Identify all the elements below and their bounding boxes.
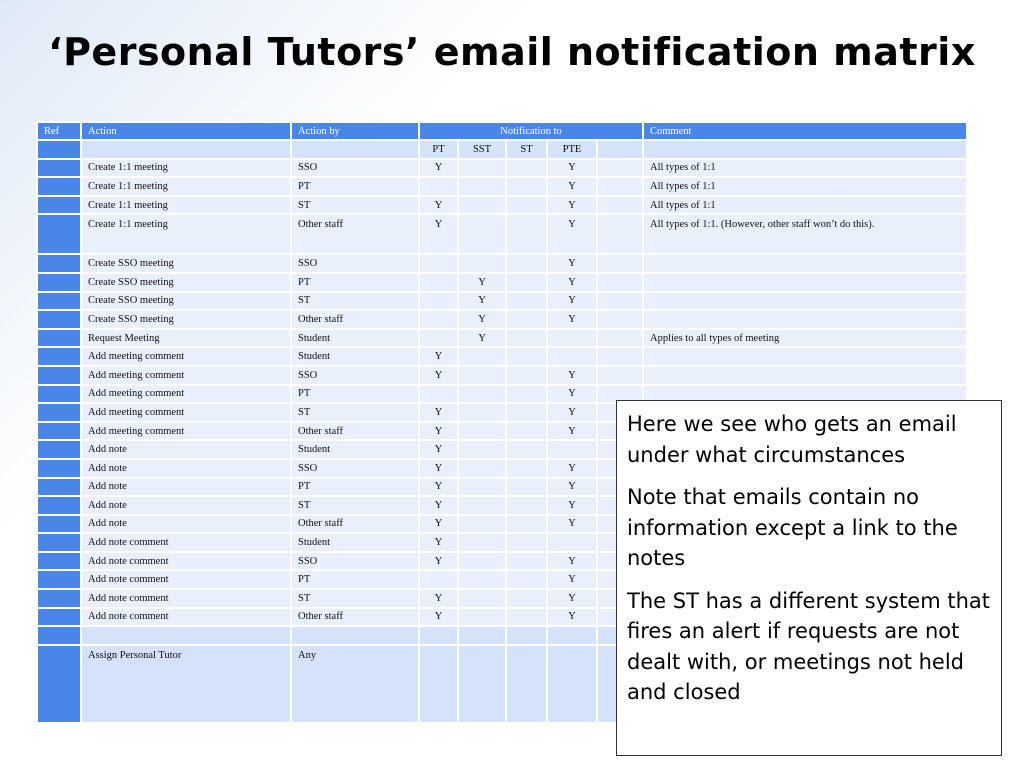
cell-sst: Y	[458, 310, 506, 329]
cell-comment	[643, 273, 967, 292]
cell-pt	[419, 385, 458, 404]
cell-pte	[547, 645, 597, 723]
cell-action: Add note	[81, 496, 291, 515]
cell-action-by: SSO	[291, 459, 419, 478]
table-row	[37, 214, 967, 254]
cell-st	[506, 385, 547, 404]
cell-action: Add note comment	[81, 552, 291, 571]
cell-action-by: Other staff	[291, 515, 419, 534]
cell-st	[506, 214, 547, 254]
cell-pte: Y	[547, 422, 597, 441]
cell-ref	[37, 273, 81, 292]
cell-pt	[419, 570, 458, 589]
cell-comment: Applies to all types of meeting	[643, 329, 967, 348]
header-action: Action	[81, 122, 291, 140]
cell-pte: Y	[547, 196, 597, 215]
cell-st	[506, 422, 547, 441]
cell-action: Add note	[81, 440, 291, 459]
cell-action-by: PT	[291, 273, 419, 292]
cell-sst: Y	[458, 292, 506, 311]
cell-extra	[597, 347, 643, 366]
cell-action: Add meeting comment	[81, 366, 291, 385]
cell-sst	[458, 254, 506, 273]
table-row	[37, 329, 967, 348]
cell-action-by: PT	[291, 478, 419, 497]
cell-action: Create 1:1 meeting	[81, 214, 291, 254]
cell-st	[506, 626, 547, 645]
cell-pte: Y	[547, 496, 597, 515]
cell-action-by: ST	[291, 292, 419, 311]
cell-ref	[37, 589, 81, 608]
cell-sst: Y	[458, 273, 506, 292]
cell-st	[506, 329, 547, 348]
cell-sst	[458, 608, 506, 627]
cell-comment	[643, 310, 967, 329]
cell-sst	[458, 214, 506, 254]
cell-st	[506, 254, 547, 273]
table-row	[37, 254, 967, 273]
cell-pte: Y	[547, 608, 597, 627]
cell-pte	[547, 533, 597, 552]
cell-st	[506, 403, 547, 422]
cell-ref	[37, 214, 81, 254]
cell-sst	[458, 478, 506, 497]
cell-action: Add note comment	[81, 533, 291, 552]
cell-action: Create 1:1 meeting	[81, 196, 291, 215]
cell-st	[506, 608, 547, 627]
cell-pte: Y	[547, 478, 597, 497]
cell-action: Add meeting comment	[81, 385, 291, 404]
cell-action: Request Meeting	[81, 329, 291, 348]
cell-ref	[37, 347, 81, 366]
subheader-pt: PT	[419, 140, 458, 159]
cell-action-by: ST	[291, 196, 419, 215]
cell-action-by: Other staff	[291, 214, 419, 254]
cell-pt	[419, 177, 458, 196]
cell-pt	[419, 645, 458, 723]
cell-action: Add note	[81, 459, 291, 478]
cell-st	[506, 177, 547, 196]
cell-action-by: Other staff	[291, 422, 419, 441]
cell-ref	[37, 459, 81, 478]
cell-pte	[547, 626, 597, 645]
cell-extra	[597, 273, 643, 292]
cell-st	[506, 159, 547, 178]
cell-action-by: Student	[291, 440, 419, 459]
table-row	[37, 366, 967, 385]
cell-ref	[37, 403, 81, 422]
cell-pt: Y	[419, 440, 458, 459]
cell-pt	[419, 292, 458, 311]
cell-pt	[419, 329, 458, 348]
cell-action: Add note comment	[81, 570, 291, 589]
table-row	[37, 159, 967, 178]
cell-pt	[419, 310, 458, 329]
cell-action-by: Student	[291, 329, 419, 348]
cell-extra	[597, 254, 643, 273]
header-comment: Comment	[643, 122, 967, 140]
cell-sst: Y	[458, 329, 506, 348]
cell-ref	[37, 196, 81, 215]
cell-pte: Y	[547, 310, 597, 329]
callout-paragraph: The ST has a different system that fires an alert if requests are not dealt with, or meetings not held and closed	[627, 588, 991, 704]
cell-sst	[458, 589, 506, 608]
cell-pt: Y	[419, 552, 458, 571]
cell-ref	[37, 626, 81, 645]
cell-action: Add meeting comment	[81, 347, 291, 366]
cell-extra	[597, 196, 643, 215]
cell-ref	[37, 177, 81, 196]
cell-action: Create SSO meeting	[81, 310, 291, 329]
cell-pt	[419, 626, 458, 645]
table-header-row	[37, 122, 967, 140]
cell-pt	[419, 254, 458, 273]
cell-sst	[458, 496, 506, 515]
subheader-st: ST	[506, 140, 547, 159]
cell-ref	[37, 608, 81, 627]
cell-pte: Y	[547, 214, 597, 254]
cell-comment	[643, 254, 967, 273]
cell-pt: Y	[419, 515, 458, 534]
cell-st	[506, 496, 547, 515]
cell-st	[506, 478, 547, 497]
cell-action-by: Student	[291, 533, 419, 552]
cell-pt: Y	[419, 422, 458, 441]
cell-ref	[37, 645, 81, 723]
subheader-sst: SST	[458, 140, 506, 159]
cell-ref	[37, 329, 81, 348]
cell-pt: Y	[419, 589, 458, 608]
callout-paragraph: Note that emails contain no information except a link to the notes	[627, 485, 958, 570]
header-ref: Ref	[37, 122, 81, 140]
cell-ref	[37, 552, 81, 571]
cell-pt: Y	[419, 478, 458, 497]
cell-st	[506, 310, 547, 329]
cell-ref	[37, 159, 81, 178]
cell-action-by: PT	[291, 385, 419, 404]
cell-action: Create SSO meeting	[81, 273, 291, 292]
cell-action-by: Other staff	[291, 310, 419, 329]
cell-action: Add note	[81, 515, 291, 534]
cell-st	[506, 366, 547, 385]
cell-st	[506, 552, 547, 571]
cell-pt: Y	[419, 533, 458, 552]
cell-action-by: SSO	[291, 552, 419, 571]
cell-action: Create 1:1 meeting	[81, 159, 291, 178]
cell-pt	[419, 273, 458, 292]
subheader-comment	[643, 140, 967, 159]
cell-action-by: ST	[291, 496, 419, 515]
cell-pte	[547, 440, 597, 459]
cell-pt: Y	[419, 403, 458, 422]
cell-pte: Y	[547, 385, 597, 404]
cell-pt: Y	[419, 347, 458, 366]
cell-pt: Y	[419, 214, 458, 254]
cell-action: Add note	[81, 478, 291, 497]
cell-action-by: SSO	[291, 159, 419, 178]
cell-sst	[458, 515, 506, 534]
cell-sst	[458, 422, 506, 441]
cell-st	[506, 196, 547, 215]
cell-pte: Y	[547, 570, 597, 589]
cell-pte: Y	[547, 254, 597, 273]
cell-pt: Y	[419, 459, 458, 478]
callout-paragraph: Here we see who gets an email under what circumstances	[627, 412, 957, 467]
cell-pt: Y	[419, 366, 458, 385]
cell-sst	[458, 366, 506, 385]
cell-st	[506, 589, 547, 608]
cell-ref	[37, 440, 81, 459]
cell-pte: Y	[547, 177, 597, 196]
cell-action-by: PT	[291, 177, 419, 196]
cell-ref	[37, 533, 81, 552]
cell-extra	[597, 292, 643, 311]
header-action-by: Action by	[291, 122, 419, 140]
cell-ref	[37, 478, 81, 497]
cell-ref	[37, 496, 81, 515]
cell-pt: Y	[419, 608, 458, 627]
cell-st	[506, 459, 547, 478]
cell-action-by: SSO	[291, 254, 419, 273]
cell-sst	[458, 570, 506, 589]
cell-st	[506, 570, 547, 589]
table-row	[37, 177, 967, 196]
cell-comment: All types of 1:1	[643, 177, 967, 196]
cell-action: Add note comment	[81, 589, 291, 608]
cell-st	[506, 292, 547, 311]
cell-extra	[597, 310, 643, 329]
cell-ref	[37, 292, 81, 311]
cell-action: Create SSO meeting	[81, 292, 291, 311]
cell-ref	[37, 515, 81, 534]
cell-st	[506, 273, 547, 292]
cell-action: Add note comment	[81, 608, 291, 627]
cell-action-by: ST	[291, 589, 419, 608]
cell-action	[81, 626, 291, 645]
cell-sst	[458, 347, 506, 366]
slide-title: ‘Personal Tutors’ email notification matrix	[48, 30, 976, 74]
cell-action-by	[291, 626, 419, 645]
cell-extra	[597, 159, 643, 178]
cell-extra	[597, 329, 643, 348]
cell-ref	[37, 385, 81, 404]
cell-sst	[458, 552, 506, 571]
cell-pte: Y	[547, 366, 597, 385]
cell-pte: Y	[547, 292, 597, 311]
table-row	[37, 196, 967, 215]
cell-extra	[597, 366, 643, 385]
cell-ref	[37, 254, 81, 273]
cell-st	[506, 533, 547, 552]
cell-extra	[597, 214, 643, 254]
cell-comment	[643, 292, 967, 311]
cell-comment: All types of 1:1	[643, 159, 967, 178]
cell-sst	[458, 159, 506, 178]
cell-ref	[37, 570, 81, 589]
cell-sst	[458, 177, 506, 196]
subheader-extra	[597, 140, 643, 159]
cell-ref	[37, 310, 81, 329]
cell-sst	[458, 459, 506, 478]
cell-action-by: Other staff	[291, 608, 419, 627]
cell-pte: Y	[547, 273, 597, 292]
cell-comment: All types of 1:1	[643, 196, 967, 215]
cell-pt: Y	[419, 196, 458, 215]
cell-action-by: SSO	[291, 366, 419, 385]
subheader-action	[81, 140, 291, 159]
cell-action: Add meeting comment	[81, 403, 291, 422]
table-row	[37, 347, 967, 366]
subheader-ref	[37, 140, 81, 159]
cell-comment: All types of 1:1. (However, other staff won’t do this).	[643, 214, 967, 254]
cell-sst	[458, 403, 506, 422]
cell-ref	[37, 366, 81, 385]
explanation-callout	[616, 400, 1002, 756]
cell-pte	[547, 329, 597, 348]
cell-action-by: PT	[291, 570, 419, 589]
table-row	[37, 273, 967, 292]
header-notification-to: Notification to	[419, 122, 643, 140]
cell-pte	[547, 347, 597, 366]
cell-action: Assign Personal Tutor	[81, 645, 291, 723]
cell-action: Create 1:1 meeting	[81, 177, 291, 196]
cell-action-by: ST	[291, 403, 419, 422]
cell-sst	[458, 626, 506, 645]
cell-comment	[643, 366, 967, 385]
cell-pte: Y	[547, 515, 597, 534]
cell-extra	[597, 177, 643, 196]
cell-action: Create SSO meeting	[81, 254, 291, 273]
table-subheader-row	[37, 140, 967, 159]
cell-st	[506, 440, 547, 459]
cell-pte: Y	[547, 589, 597, 608]
cell-sst	[458, 440, 506, 459]
cell-sst	[458, 196, 506, 215]
cell-pt: Y	[419, 496, 458, 515]
cell-pte: Y	[547, 552, 597, 571]
cell-pte: Y	[547, 459, 597, 478]
cell-sst	[458, 645, 506, 723]
subheader-pte: PTE	[547, 140, 597, 159]
cell-comment	[643, 347, 967, 366]
cell-sst	[458, 385, 506, 404]
cell-pt: Y	[419, 159, 458, 178]
table-row	[37, 292, 967, 311]
cell-st	[506, 645, 547, 723]
cell-st	[506, 515, 547, 534]
cell-pte: Y	[547, 159, 597, 178]
cell-pte: Y	[547, 403, 597, 422]
cell-ref	[37, 422, 81, 441]
cell-action: Add meeting comment	[81, 422, 291, 441]
cell-action-by: Any	[291, 645, 419, 723]
cell-action-by: Student	[291, 347, 419, 366]
cell-sst	[458, 533, 506, 552]
table-row	[37, 310, 967, 329]
cell-st	[506, 347, 547, 366]
subheader-action-by	[291, 140, 419, 159]
